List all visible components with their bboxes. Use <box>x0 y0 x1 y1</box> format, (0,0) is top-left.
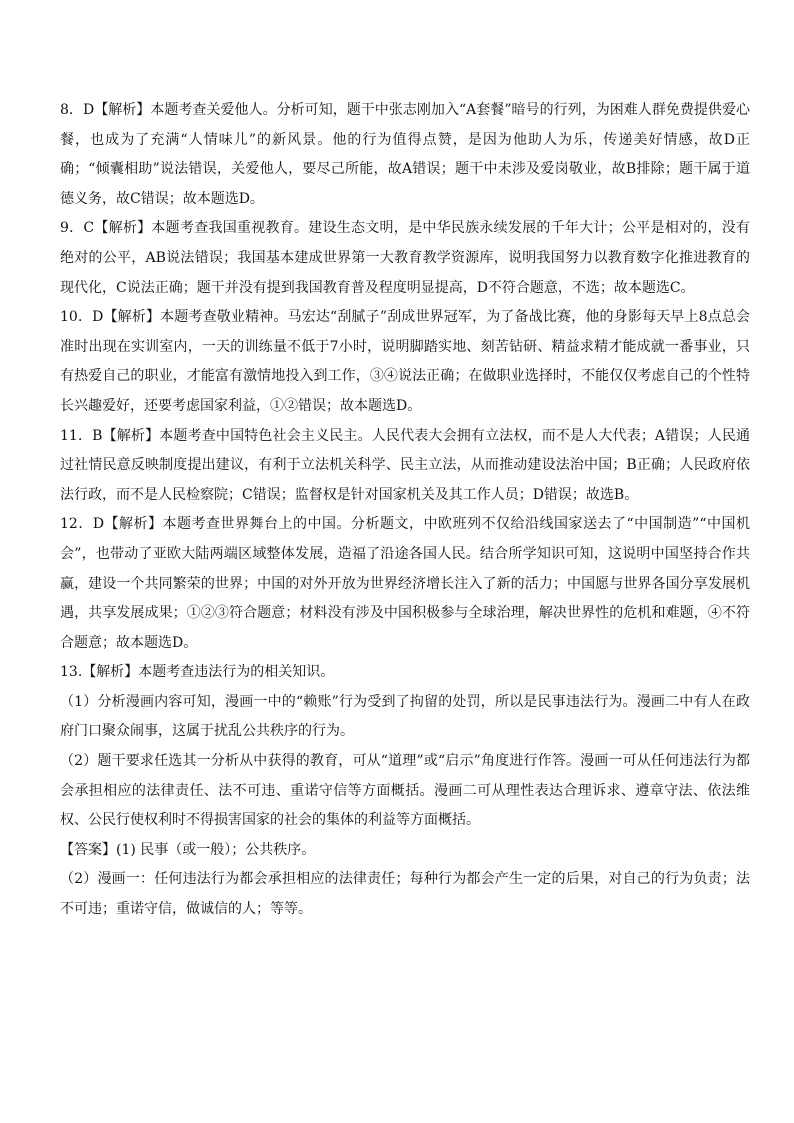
answer-item-13-part-1: （1）分析漫画内容可知，漫画一中的“赖账”行为受到了拘留的处罚，所以是民事违法行为。漫画二中有人在政府门口聚众闹事，这属于扰乱公共秩序的行为。 <box>60 693 750 740</box>
answer-key-line-2: （2）漫画一：任何违法行为都会承担相应的法律责任；每种行为都会产生一定的后果，对自己的行为负责；法不可违；重诺守信，做诚信的人；等等。 <box>60 871 750 918</box>
answer-item-8: 8．D【解析】本题考查关爱他人。分析可知，题干中张志刚加入“A套餐”暗号的行列，为困难人群免费提供爱心餐，也成为了充满“人情味儿”的新风景。他的行为值得点赞，是因为他助人为乐，传递美好情感，故D正确；“倾囊相助”说法错误，关爱他人，要尽己所能，故A错误；题干中未涉及爱岗敬业，故B排除；题干属于道德义务，故C错误；故本题选D。 <box>60 102 750 207</box>
document-page <box>60 96 750 925</box>
answer-item-13-part-2: （2）题干要求任选其一分析从中获得的教育，可从“道理”或“启示”角度进行作答。漫画一可从任何违法行为都会承担相应的法律责任、法不可违、重诺守信等方面概括。漫画二可从理性表达合理诉求、遵章守法、依法维权、公民行使权利时不得损害国家的社会的集体的利益等方面概括。 <box>60 753 750 829</box>
answer-key-line-1: 【答案】(1) 民事（或一般）；公共秩序。 <box>60 841 316 858</box>
answer-item-9: 9．C【解析】本题考查我国重视教育。建设生态文明，是中华民族永续发展的千年大计；公平是相对的，没有绝对的公平，AB说法错误；我国基本建成世界第一大教育教学资源库，说明我国努力以教育数字化推进教育的现代化，C说法正确；题干并没有提到我国教育普及程度明显提高，D不符合题意，不选；故本题选C。 <box>60 220 750 296</box>
answer-item-11: 11．B【解析】本题考查中国特色社会主义民主。人民代表大会拥有立法权，而不是人大代表；A错误；人民通过社情民意反映制度提出建议，有利于立法机关科学、民主立法，从而推动建设法治中国；B正确；人民政府依法行政，而不是人民检察院；C错误；监督权是针对国家机关及其工作人员；D错误；故选B。 <box>60 427 750 503</box>
answer-item-10: 10．D【解析】本题考查敬业精神。马宏达“刮腻子”刮成世界冠军，为了备战比赛，他的身影每天早上8点总会准时出现在实训室内，一天的训练量不低于7小时，说明脚踏实地、刻苦钻研、精益求精才能成就一番事业，只有热爱自己的职业，才能富有激情地投入到工作，③④说法正确；在做职业选择时，不能仅仅考虑自己的个性特长兴趣爱好，还要考虑国家利益，①②错误；故本题选D。 <box>60 309 750 414</box>
answer-item-12: 12．D【解析】本题考查世界舞台上的中国。分析题文，中欧班列不仅给沿线国家送去了“中国制造”“中国机会”，也带动了亚欧大陆两端区域整体发展，造福了沿途各国人民。结合所学知识可知，这说明中国坚持合作共赢，建设一个共同繁荣的世界；中国的对外开放为世界经济增长注入了新的活力；中国愿与世界各国分享发展机遇，共享发展成果；①②③符合题意；材料没有涉及中国积极参与全球治理，解决世界性的危机和难题，④不符合题意；故本题选D。 <box>60 516 750 651</box>
answer-item-13-heading: 13.【解析】本题考查违法行为的相关知识。 <box>60 664 335 681</box>
